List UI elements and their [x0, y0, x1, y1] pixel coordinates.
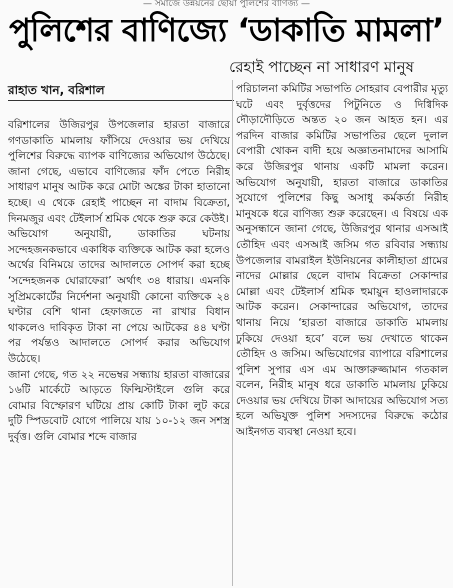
paragraph: বরিশালের উজিরপুর উপজেলার হারতা বাজারে গণডাকাতি মামলায় ফাঁসিয়ে দেওয়ার ভয় দেখিয়ে পুলিশের বিরুদ্ধে ব্যাপক বাণিজ্যের অভিযোগ উঠেছে। জানা গেছে, এভাবে বাণিজ্যের ফাঁদ পেতে নিরীহ সাধারণ মানুষ আটক করে মোটা অঙ্কের টাকা হাতানো হচ্ছে। এ থেকে রেহাই পাচ্ছেন না বাদাম বিক্রেতা, দিনমজুর এবং টেইলার্স শ্রমিক থেকে শুরু করে কেউই।: [8, 119, 230, 225]
paragraph: অভিযোগ অনুযায়ী, ডাকাতির ঘটনায় সন্দেহজনকভাবে একাধিক ব্যক্তিকে আটক করা হলেও অর্থের বিনিময়ে তাদের আদালতে সোপর্দ করা হচ্ছে ‘সন্দেহজনক ঘোরাফেরা’ অর্থাৎ ৩৪ ধারায়। এমনকি সুপ্রিমকোর্টের নির্দেশনা অনুযায়ী কোনো ব্যক্তিকে ২৪ ঘণ্টার বেশি থানা হেফাজতে না রাখার বিধান থাকলেও দাবিকৃত টাকা না পেয়ে আটকের ৪৪ ঘণ্টা পর পর্যন্তও আদালতে সোপর্দ করার অভিযোগ উঠেছে।: [8, 228, 230, 365]
byline: রাহাত খান, বরিশাল: [8, 82, 234, 101]
top-strip-text: — সমাজে উন্নয়নের ছোঁয়া পুলিশের বাণিজ্য —: [143, 0, 310, 8]
paragraph: পরিচালনা কমিটির সভাপতি সোহরাব বেপারীর মৃত্যু ঘটে এবং দুর্বৃত্তদের পিটুনিতে ও দিগ্বিদিক দৌড়াদৌড়িতে অন্তত ২০ জন আহত হন। এর পরদিন বাজার কমিটির সভাপতির ছেলে দুলাল বেপারী খোকন বাদী হয়ে অজ্ঞাতনামাদের আসামি করে উজিরপুর থানায় একটি মামলা করেন। অভিযোগ অনুযায়ী, হারতা বাজারে ডাকাতির সুযোগে পুলিশের কিছু অসাধু কর্মকর্তা নিরীহ মানুষকে ধরে বাণিজ্য শুরু করেছেন। এ বিষয়ে এক অনুসন্ধানে জানা গেছে, উজিরপুর থানার এসআই তৌহিদ এবং এসআই জসিম গত রবিবার সন্ধ্যায় উপজেলার বামরাইল ইউনিয়নের কালীহাতা গ্রামের নাদের মোল্লার ছেলে বাদাম বিক্রেতা সেকান্দার মোল্লা এবং টেইলার্স শ্রমিক হুমায়ুন হাওলাদারকে আটক করেন। সেকান্দারের অভিযোগ, তাদের থানায় নিয়ে ‘হারতা বাজারে ডাকাতি মামলায় ঢুকিয়ে দেওয়া হবে’ বলে ভয় দেখাতে থাকেন তৌহিদ ও জসিম। অভিযোগের ব্যাপারে বরিশালের পুলিশ সুপার এস এম আক্তারুজ্জামান গতকাল বলেন, নিরীহ মানুষ ধরে ডাকাতি মামলায় ঢুকিয়ে দেওয়ার ভয় দেখিয়ে টাকা আদায়ের অভিযোগ সত্য হলে অভিযুক্ত পুলিশ সদস্যদের বিরুদ্ধে কঠোর আইনগত ব্যবস্থা নেওয়া হবে।: [236, 83, 448, 439]
article-column-1: [8, 118, 230, 586]
article-column-2: [236, 82, 448, 586]
subheadline: রেহাই পাচ্ছেন না সাধারণ মানুষ: [229, 58, 414, 76]
headline: পুলিশের বাণিজ্যে ‘ডাকাতি মামলা’: [9, 11, 444, 49]
paragraph: জানা গেছে, গত ২২ নভেম্বর সন্ধ্যায় হারতা বাজারের ১৬টি মার্কেটে আড়তে ফিল্মিস্টাইলে গুলি করে বোমার বিস্ফোরণ ঘটিয়ে প্রায় কোটি টাকা লুট করে দুটি স্পিডবোট যোগে পালিয়ে যায় ১০-১২ জন সশস্ত্র দুর্বৃত্ত। গুলি বোমার শব্দে বাজার: [8, 368, 230, 443]
column-divider: [232, 80, 233, 586]
